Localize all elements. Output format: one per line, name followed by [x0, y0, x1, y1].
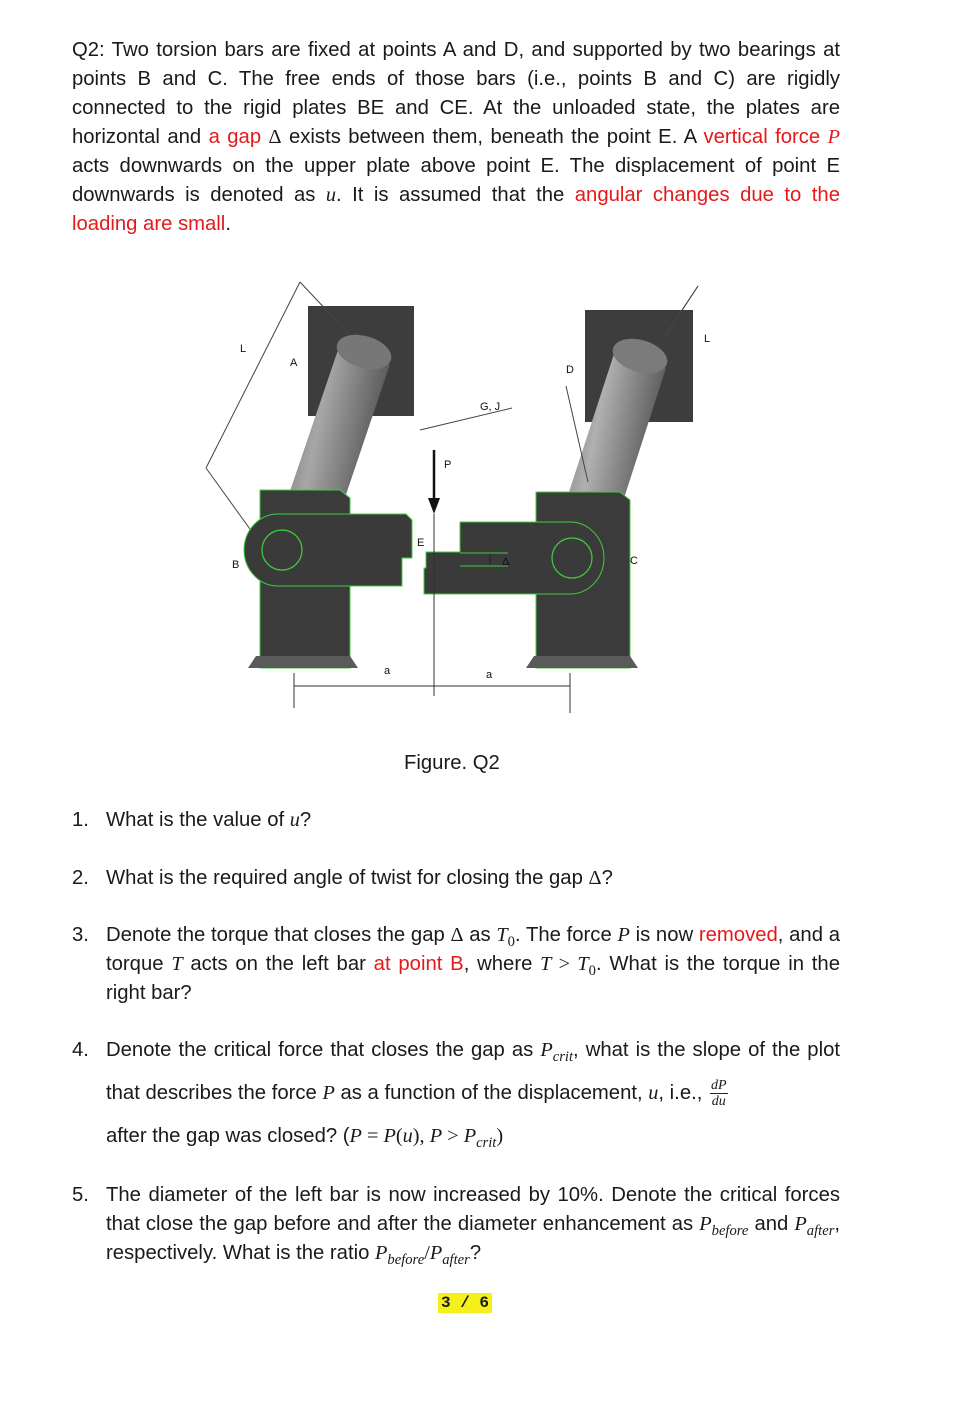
q4-eq: >	[442, 1125, 464, 1147]
label-l-left: L	[240, 343, 247, 355]
q4-text: , i.e.,	[658, 1082, 709, 1104]
label-a-dim-left: a	[384, 665, 391, 677]
q4-text: , what is the slope of the plot that describes the force	[106, 1039, 840, 1104]
intro-text: .	[225, 213, 231, 235]
q4-eq: P	[429, 1125, 443, 1147]
q4-eq: u	[402, 1125, 413, 1147]
q4-text: after the gap was closed? (	[106, 1125, 350, 1147]
intro-u: u	[325, 184, 337, 206]
q1-text-end: ?	[299, 809, 312, 831]
figure-caption: Figure. Q2	[404, 752, 500, 774]
q4-du: du	[711, 1094, 726, 1110]
page-number: 3 / 6	[438, 1293, 492, 1313]
label-a-dim-right: a	[486, 669, 493, 681]
q3-at-point-b: at point B	[373, 953, 464, 975]
question-number: 3.	[72, 924, 89, 946]
q4-text: as a function of the displacement,	[334, 1082, 649, 1104]
q5-ratio: P	[375, 1242, 388, 1264]
q3-delta: Δ	[450, 924, 464, 946]
q2-text-end: ?	[601, 867, 613, 889]
q5-before: before	[711, 1223, 749, 1240]
q4-eq: )	[496, 1125, 504, 1147]
label-e: E	[417, 537, 425, 549]
label-p: P	[444, 459, 452, 471]
question-number: 1.	[72, 809, 89, 831]
intro-paragraph	[72, 36, 840, 239]
q3-ineq-sub: 0	[588, 963, 596, 980]
q5-after: after	[806, 1223, 835, 1240]
base-b	[248, 656, 358, 668]
intro-text: exists between them, beneath the point E. A	[281, 126, 704, 148]
intro-delta: Δ	[268, 126, 282, 148]
force-arrow-head	[428, 498, 440, 514]
q3-text: is now	[629, 924, 699, 946]
question-5	[72, 1181, 840, 1268]
q4-u: u	[648, 1082, 659, 1104]
q4-text: Denote the critical force that closes the gap as	[106, 1039, 541, 1061]
q3-text: Denote the torque that closes the gap	[106, 924, 451, 946]
q5-slash: /	[424, 1242, 430, 1264]
label-b: B	[232, 559, 240, 571]
q5-P: P	[794, 1213, 807, 1235]
intro-text: acts downwards on the upper plate above point E. The displacement of point E downwards is denoted as	[72, 155, 840, 206]
q5-text-end: ?	[469, 1242, 482, 1264]
q3-text: . The force	[514, 924, 618, 946]
q4-eq: (	[395, 1125, 403, 1147]
q3-text: as	[463, 924, 497, 946]
label-c: C	[630, 555, 638, 567]
question-number: 2.	[72, 867, 89, 889]
q4-eq: P	[383, 1125, 396, 1147]
question-3	[72, 921, 840, 1008]
label-l-right: L	[704, 333, 711, 345]
q4-P: P	[322, 1082, 335, 1104]
question-number: 5.	[72, 1184, 89, 1206]
q4-eq: P	[463, 1125, 477, 1147]
q3-ineq-T: T	[540, 953, 552, 975]
q4-eq: P	[349, 1125, 362, 1147]
q3-text: acts on the left bar	[182, 953, 374, 975]
q3-gt: >	[551, 953, 578, 975]
label-gj: G, J	[480, 401, 501, 413]
q5-ratio-sub: before	[387, 1252, 425, 1269]
label-a: A	[290, 357, 298, 369]
q3-T0: T	[496, 924, 508, 946]
intro-P: P	[827, 126, 841, 148]
figure-q2	[190, 268, 720, 718]
q3-ineq-T0: T	[577, 953, 589, 975]
q3-text: , where	[463, 953, 541, 975]
q3-T: T	[171, 953, 183, 975]
q4-P: P	[540, 1039, 553, 1061]
q4-eq: ),	[412, 1125, 430, 1147]
q5-ratio: P	[429, 1242, 443, 1264]
q3-removed: removed	[698, 924, 778, 946]
label-d: D	[566, 364, 574, 376]
q3-text-end: . What is the torque in the right bar?	[106, 953, 840, 1004]
q5-P: P	[699, 1213, 712, 1235]
q4-dP: dP	[711, 1078, 727, 1094]
intro-text: Q2: Two torsion bars are fixed at points A and D, and supported by two bearings at points B and C. The free ends of those bars (i.e., points B and C) are rigidly connected to the rigid plates BE and CE. At the unloaded state, the plates are horizontal and	[72, 39, 840, 148]
intro-gap: a gap	[208, 126, 262, 148]
label-delta: Δ	[502, 556, 510, 568]
question-2	[72, 864, 840, 893]
plate-ce	[424, 522, 604, 594]
plate-be	[244, 514, 412, 586]
q4-derivative	[710, 1078, 728, 1109]
q1-text: What is the value of	[106, 809, 290, 831]
intro-text: . It is assumed that the	[336, 184, 575, 206]
base-c	[526, 656, 638, 668]
q2-text: What is the required angle of twist for closing the gap	[106, 867, 589, 889]
intro-vertical-force: vertical force	[703, 126, 821, 148]
q4-eq: =	[361, 1125, 384, 1147]
q3-P: P	[617, 924, 630, 946]
q4-crit: crit	[552, 1049, 574, 1066]
q5-text: and	[748, 1213, 795, 1235]
q3-text: , and a torque	[106, 924, 840, 975]
q5-text: The diameter of the left bar is now increased by 10%. Denote the critical forces that close the gap before and after the diameter enhancement as	[106, 1184, 840, 1235]
q3-T0-sub: 0	[507, 934, 515, 951]
intro-angular-changes: angular changes due to the loading are small	[72, 184, 840, 235]
q1-u: u	[289, 809, 300, 831]
q5-text: , respectively. What is the ratio	[106, 1213, 841, 1264]
q4-eq-crit: crit	[476, 1135, 497, 1152]
question-1	[72, 806, 840, 835]
q5-ratio-sub: after	[442, 1252, 470, 1269]
q2-delta: Δ	[588, 867, 602, 889]
question-4	[72, 1036, 840, 1158]
question-number: 4.	[72, 1039, 89, 1061]
